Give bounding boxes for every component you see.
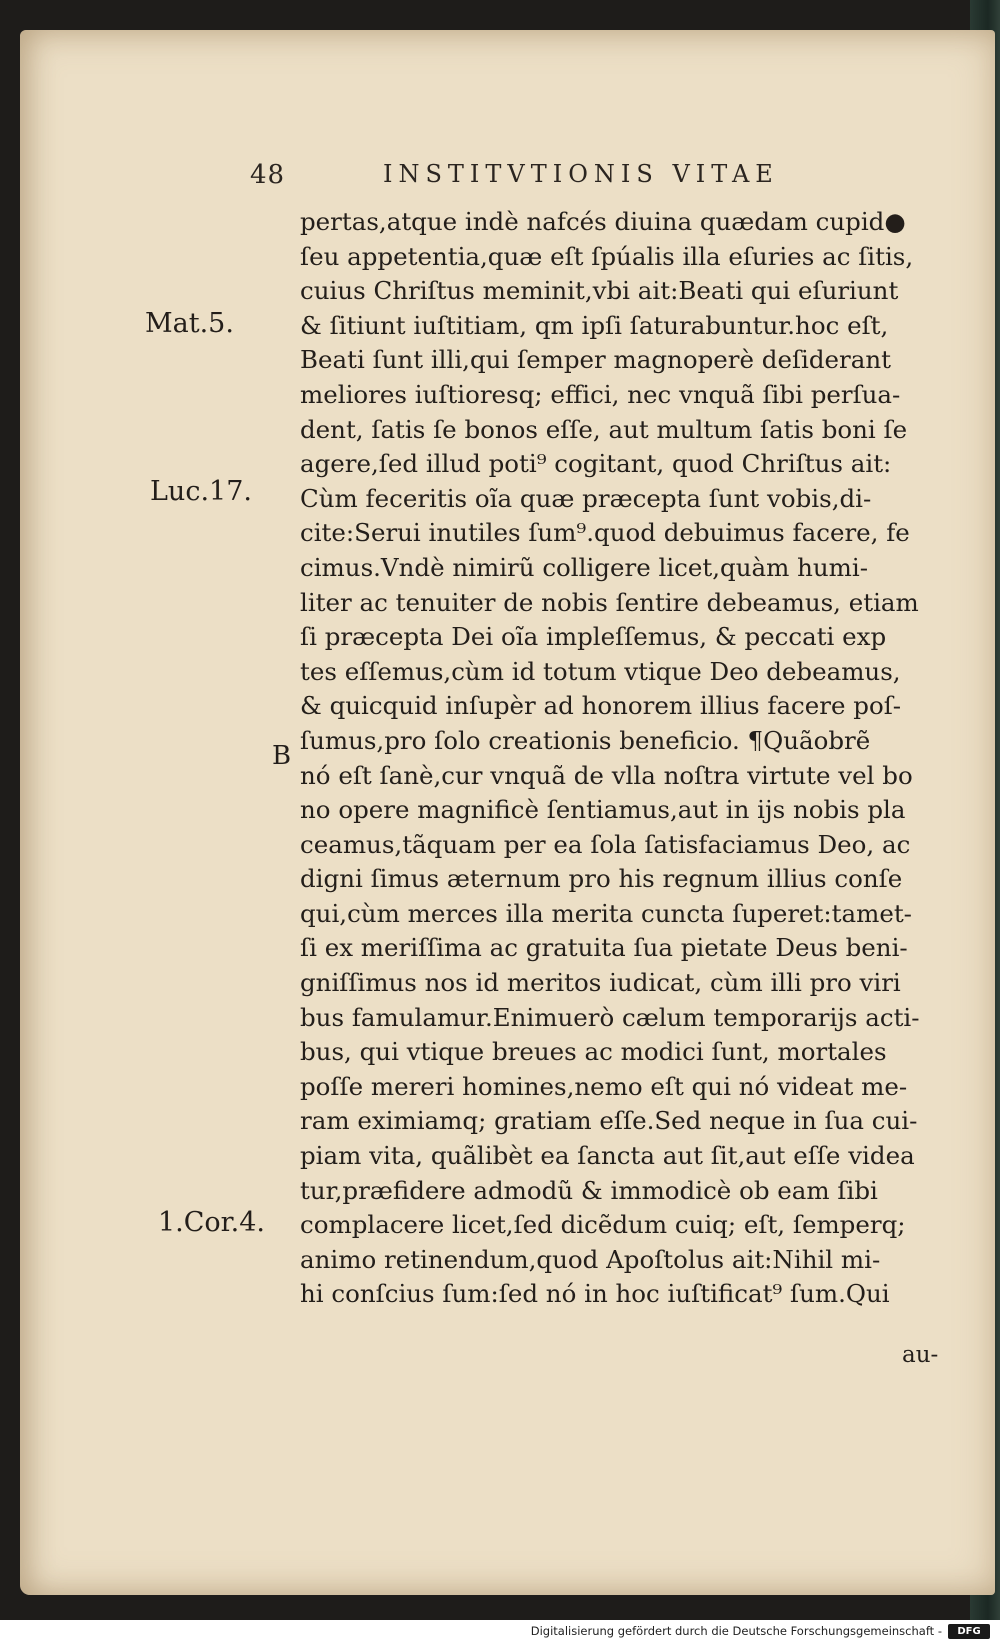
text-line: meliores iuſtioresq; effici, nec vnquã ſibi perſua- [300,379,901,409]
text-line: ſeu appetentia,quæ eſt ſpúalis illa eſuries ac ſitis, [300,241,914,271]
running-head: INSTITVTIONIS VITAE [383,160,779,188]
text-line: Cùm feceritis oĩa quæ præcepta ſunt vobis,di- [300,483,872,513]
text-line: ſumus,pro ſolo creationis beneficio. ¶Quãobrẽ [300,725,871,755]
text-line: Beati ſunt illi,qui ſemper magnoperè deſiderant [300,345,891,375]
text-line: digni ſimus æternum pro his regnum illius conſe [300,864,903,894]
page-number: 48 [250,160,286,190]
text-line: poſſe mereri homines,nemo eſt qui nó videat me- [300,1071,908,1101]
text-line: ſi præcepta Dei oĩa impleſſemus, & peccati exp [300,622,887,652]
text-line: pertas,atque indè nafcés diuina quædam cupid● [300,207,906,236]
catchword: au- [902,1342,939,1368]
margin-section-letter: B [272,741,292,771]
text-line: qui,cùm merces illa merita cuncta ſuperet:tamet- [300,898,912,928]
margin-ref-luke: Luc.17. [150,476,252,507]
text-line: tes eſſemus,cùm id totum vtique Deo debeamus, [300,656,901,686]
text-line: cuius Chriſtus meminit,vbi ait:Beati qui eſuriunt [300,276,899,306]
text-line: & quicquid inſupèr ad honorem illius facere poſ- [300,691,902,721]
text-line: nó eſt ſanè,cur vnquã de vlla noſtra virtute vel bo [300,760,913,790]
text-line: no opere magnificè ſentiamus,aut in ijs nobis pla [300,795,906,825]
text-line: cimus.Vndè nimirũ colligere licet,quàm humi- [300,552,869,582]
dfg-logo: DFG [948,1624,990,1639]
margin-ref-corinthians: 1.Cor.4. [158,1207,265,1238]
text-line: tur,præfidere admodũ & immodicè ob eam ſibi [300,1175,878,1205]
text-line: ceamus,tãquam per ea ſola ſatisfaciamus Deo, ac [300,829,911,859]
text-line: complacere licet,ſed dicẽdum cuiq; eſt, ſemperq; [300,1210,906,1240]
text-line: piam vita, quãlibèt ea ſancta aut ſit,aut eſſe videa [300,1141,915,1171]
text-line: & ſitiunt iuſtitiam, qm ipſi ſaturabuntur.hoc eſt, [300,310,889,340]
margin-ref-matthew: Mat.5. [145,308,234,339]
text-line: bus, qui vtique breues ac modici ſunt, mortales [300,1037,887,1067]
text-line: hi conſcius ſum:ſed nó in hoc iuſtificat⁹ ſum.Qui [300,1279,890,1309]
digitization-footer [0,1620,1000,1644]
text-line: cite:Serui inutiles ſum⁹.quod debuimus facere, fe [300,518,910,548]
text-line: ram eximiamq; gratiam eſſe.Sed neque in ſua cui- [300,1106,918,1136]
text-line: ſi ex meriſſima ac gratuita ſua pietate Deus beni- [300,933,908,963]
body-text [300,205,950,1312]
text-line: bus famulamur.Enimuerò cælum temporarijs acti- [300,1002,920,1032]
text-line: animo retinendum,quod Apoſtolus ait:Nihil mi- [300,1244,881,1274]
text-line: agere,ſed illud poti⁹ cogitant, quod Chriſtus ait: [300,449,892,479]
text-line: gniſſimus nos id meritos iudicat, cùm illi pro viri [300,968,901,998]
text-line: dent, ſatis ſe bonos eſſe, aut multum ſatis boni ſe [300,414,908,444]
funding-credit: Digitalisierung gefördert durch die Deutsche Forschungsgemeinschaft - [530,1624,942,1638]
text-line: liter ac tenuiter de nobis ſentire debeamus, etiam [300,587,919,617]
